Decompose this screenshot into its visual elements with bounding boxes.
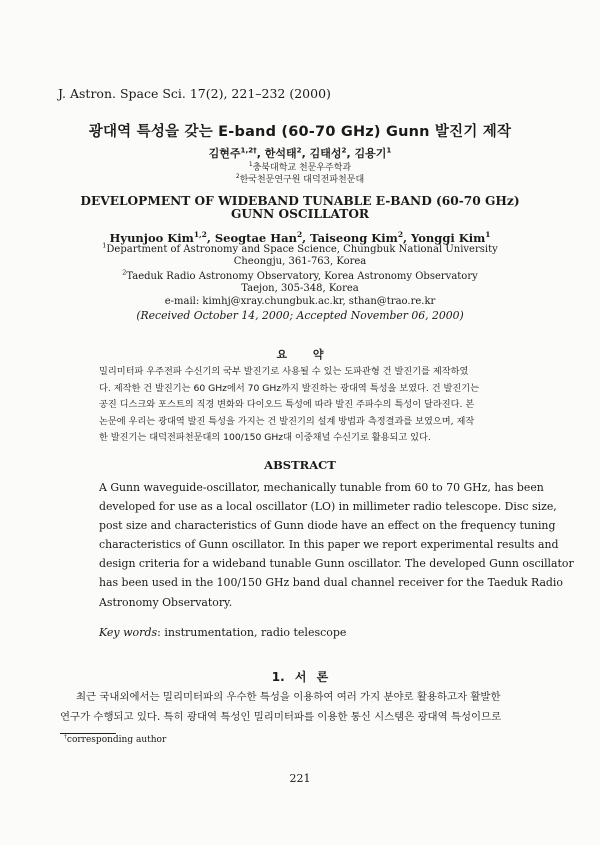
affiliation-mark: 1 [386, 145, 392, 155]
footnote-rule [60, 733, 116, 734]
author-name: , 한석태 [256, 147, 297, 160]
author-name: Hyunjoo Kim [109, 231, 194, 245]
section-heading: 1. 서 론 [271, 670, 329, 684]
affiliation-mark: 2 [341, 145, 347, 155]
english-abstract-heading: ABSTRACT [264, 458, 336, 472]
author-name: , 김용기 [346, 147, 387, 160]
keywords-label: Key words [99, 626, 158, 639]
abstract-line: Astronomy Observatory. [99, 595, 233, 609]
abstract-line: characteristics of Gunn oscillator. In this paper we report experimental results and [99, 538, 559, 552]
english-abstract [99, 478, 574, 612]
abstract-line: 다. 제작한 건 발진기는 60 GHz에서 70 GHz까지 발진하는 광대역 특성을 보였다. 건 발진기는 [99, 382, 480, 394]
abstract-line: A Gunn waveguide-oscillator, mechanically tunable from 60 to 70 GHz, has been [99, 481, 544, 494]
journal-citation: J. Astron. Space Sci. 17(2), 221–232 (2000) [58, 86, 331, 101]
english-affiliations [0, 241, 600, 308]
author-name: , 김태성 [301, 147, 342, 160]
affiliation-mark: 1 [485, 230, 491, 240]
abstract-line: 공진 디스크와 포스트의 직경 변화와 다이오드 특성에 따라 발진 주파수의 특성이 달라진다. 본 [99, 399, 475, 411]
abstract-line: has been used in the 100/150 GHz band dual channel receiver for the Taeduk Radio [99, 576, 563, 590]
abstract-line: 논문에 우리는 광대역 발진 특성을 가지는 건 발진기의 설계 방법과 측정결과를 보였으며, 제작 [99, 415, 475, 427]
affiliation-mark: 1 [102, 241, 107, 250]
intro-line: 연구가 수행되고 있다. 특히 광대역 특성인 밀리미터파를 이용한 통신 시스템은 광대역 특성이므로 [60, 711, 502, 723]
affiliation-mark: 2 [397, 230, 404, 240]
affiliation-mark: 2 [296, 230, 303, 240]
affiliation-line [0, 241, 600, 256]
affiliation-mark: 2 [122, 268, 127, 277]
english-title-line: GUNN OSCILLATOR [230, 207, 370, 221]
email-line: e-mail: kimhj@xray.chungbuk.ac.kr, sthan@trao.re.kr [164, 295, 436, 307]
footnote-text: corresponding author [66, 735, 167, 745]
abstract-line: 한 발진기는 대덕전파천문대의 100/150 GHz대 이중채널 수신기로 활용되고 있다. [99, 432, 431, 444]
affiliation-line: Taejon, 305-348, Korea [241, 283, 359, 295]
english-title-line: DEVELOPMENT OF WIDEBAND TUNABLE E-BAND (60-70 GHz) [80, 194, 520, 208]
footnote [64, 735, 166, 745]
keywords-text: : instrumentation, radio telescope [157, 626, 347, 639]
affiliation-mark: 1 [248, 162, 253, 168]
affiliation-mark: 2 [235, 174, 240, 180]
korean-abstract-heading: 요 약 [276, 348, 324, 361]
affiliation-text: 한국천문연구원 대덕전파천문대 [239, 175, 365, 185]
korean-title: 광대역 특성을 갖는 E-band (60-70 GHz) Gunn 발진기 제작 [88, 124, 512, 140]
affiliation-line: Cheongju, 361-763, Korea [233, 256, 367, 268]
affiliation-mark: 2 [296, 145, 302, 155]
author-name: , Seogtae Han [206, 231, 297, 245]
author-name: 김현주 [208, 147, 241, 160]
affiliation-line [0, 268, 600, 283]
affiliation-text: 충북대학교 천문우주학과 [252, 163, 352, 173]
korean-affiliation-2 [0, 172, 600, 185]
affiliation-text: Taeduk Radio Astronomy Observatory, Korea Astronomy Observatory [126, 270, 478, 282]
author-name: , Taiseong Kim [302, 231, 398, 245]
footnote-mark: † [64, 734, 67, 740]
korean-authors [0, 145, 600, 161]
author-name: , Yonggi Kim [403, 231, 486, 245]
abstract-line: developed for use as a local oscillator (LO) in millimeter radio telescope. Disc size, [99, 500, 557, 514]
abstract-line: design criteria for a wideband tunable Gunn oscillator. The developed Gunn oscillator [99, 557, 574, 571]
affiliation-mark: 1,2 [193, 230, 207, 240]
affiliation-text: Department of Astronomy and Space Science, Chungbuk National University [106, 244, 498, 255]
abstract-line: post size and characteristics of Gunn diode have an effect on the frequency tuning [99, 519, 556, 533]
affiliation-mark: 1,2† [240, 145, 257, 155]
korean-abstract [99, 364, 505, 447]
abstract-line: 밀리미터파 우주전파 수신기의 국부 발진기로 사용될 수 있는 도파관형 건 발진기를 제작하였 [99, 366, 469, 377]
received-dates: (Received October 14, 2000; Accepted November 06, 2000) [136, 309, 464, 322]
keywords [99, 626, 346, 639]
page-number: 221 [289, 772, 311, 785]
intro-line: 최근 국내외에서는 밀리미터파의 우수한 특성을 이용하여 여러 가지 분야로 활용하고자 활발한 [76, 691, 501, 703]
english-title [0, 195, 600, 221]
english-authors [0, 231, 600, 245]
